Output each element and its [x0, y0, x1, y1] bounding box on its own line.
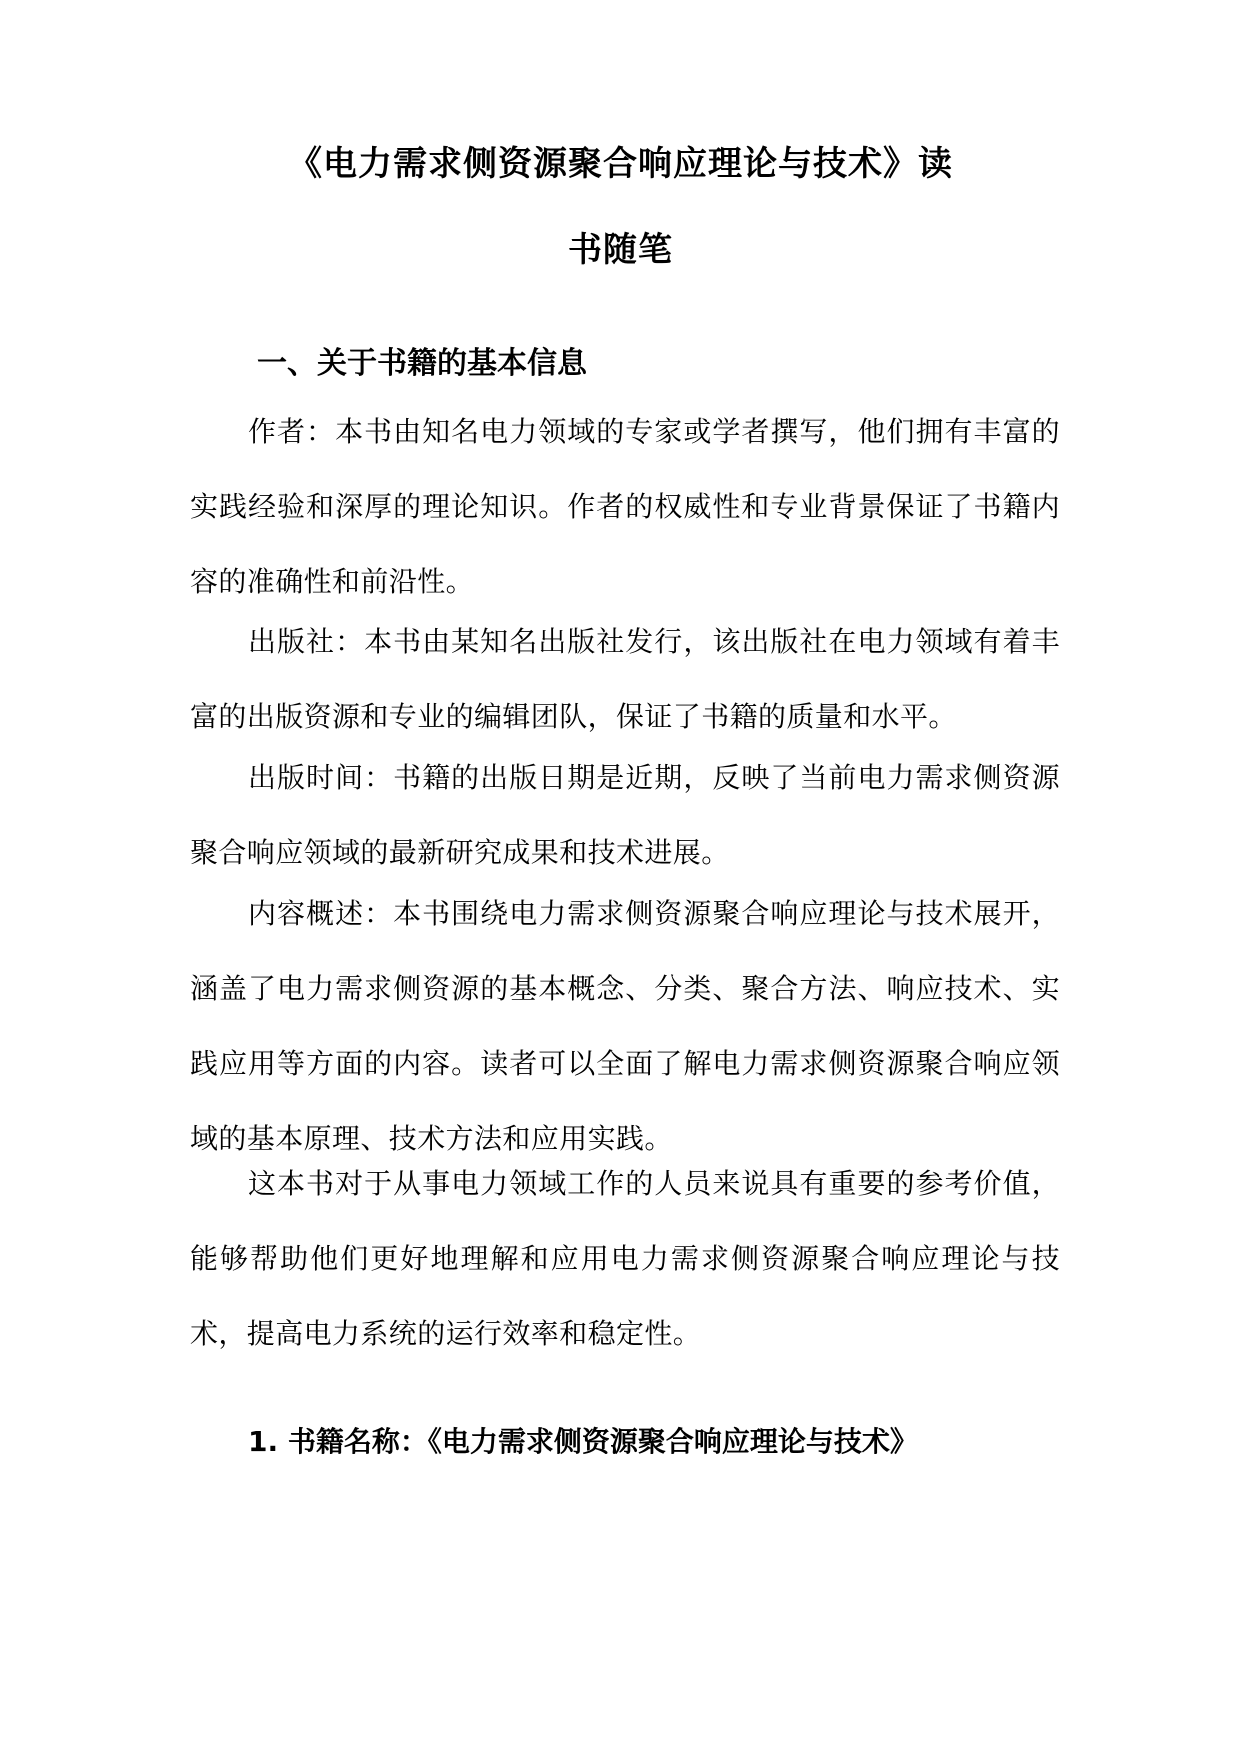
- paragraph-publisher: 出版社：本书由某知名出版社发行，该出版社在电力领域有着丰富的出版资源和专业的编辑团队，保证了书籍的质量和水平。: [190, 625, 1060, 733]
- paragraph-value: 这本书对于从事电力领域工作的人员来说具有重要的参考价值，能够帮助他们更好地理解和应用电力需求侧资源聚合响应理论与技术，提高电力系统的运行效率和稳定性。: [190, 1167, 1060, 1350]
- paragraph-content-overview: 内容概述：本书围绕电力需求侧资源聚合响应理论与技术展开，涵盖了电力需求侧资源的基本概念、分类、聚合方法、响应技术、实践应用等方面的内容。读者可以全面了解电力需求侧资源聚合响应领域的基本原理、技术方法和应用实践。: [190, 897, 1060, 1155]
- list-item-book-name: 1. 书籍名称：《电力需求侧资源聚合响应理论与技术》: [248, 1425, 918, 1458]
- document-title-line-2: 书随笔: [568, 230, 673, 270]
- section-heading: 一、关于书籍的基本信息: [257, 346, 587, 381]
- paragraph-author: 作者：本书由知名电力领域的专家或学者撰写，他们拥有丰富的实践经验和深厚的理论知识。作者的权威性和专业背景保证了书籍内容的准确性和前沿性。: [190, 415, 1060, 598]
- document-title-line-1: 《电力需求侧资源聚合响应理论与技术》读: [288, 144, 953, 184]
- paragraph-publish-date: 出版时间：书籍的出版日期是近期，反映了当前电力需求侧资源聚合响应领域的最新研究成果和技术进展。: [190, 761, 1060, 869]
